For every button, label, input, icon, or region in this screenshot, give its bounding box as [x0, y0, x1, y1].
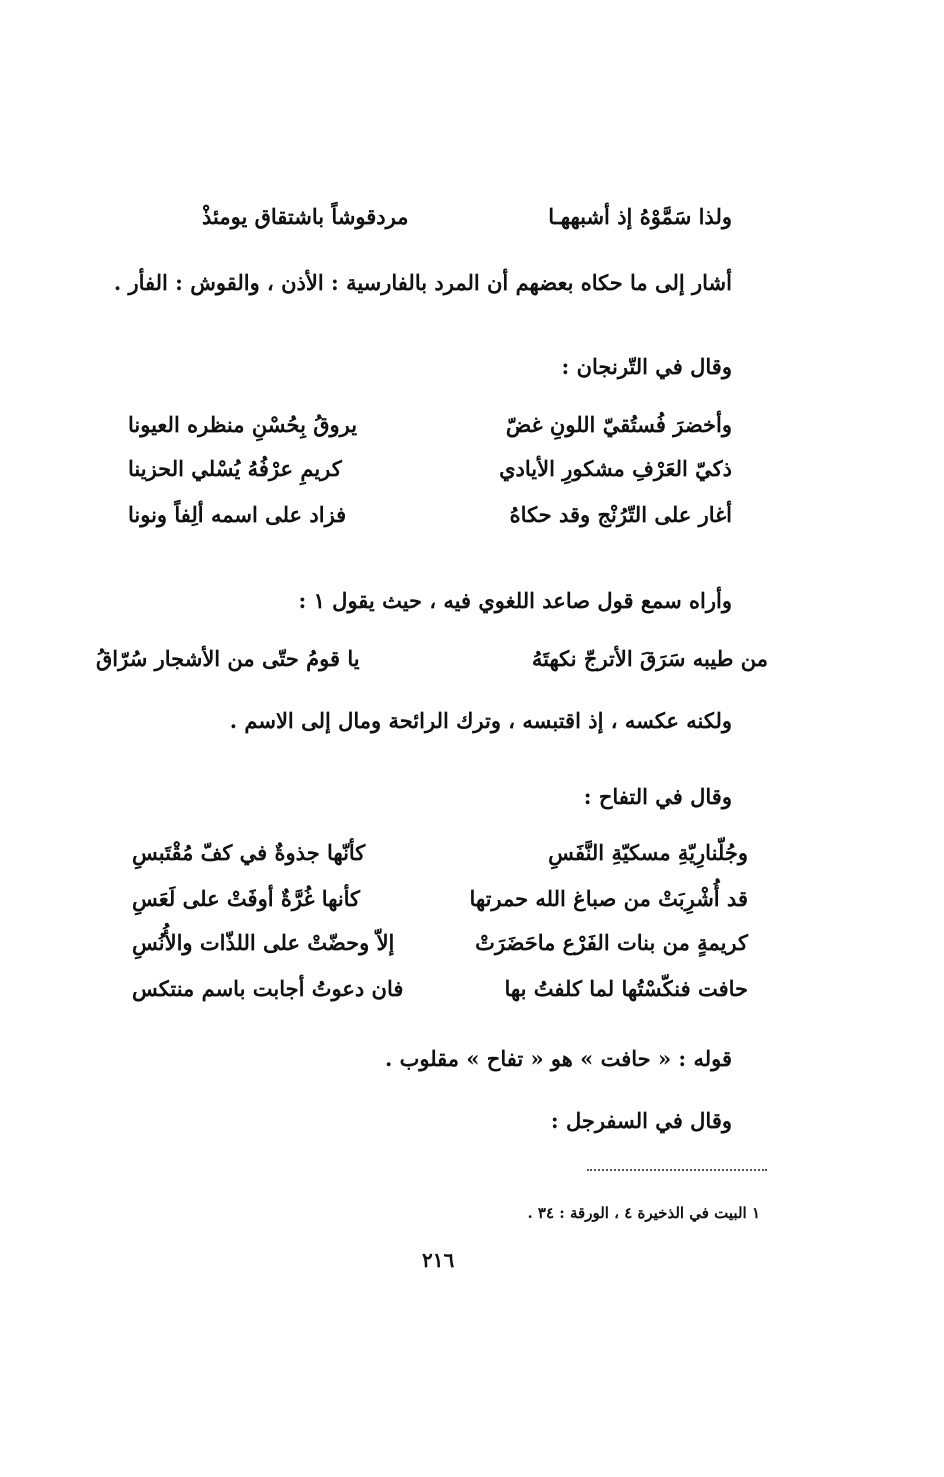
narenj-intro: وقال في التّرنجان :	[561, 354, 732, 379]
footnote: ١ البيت في الذخيرة ٤ ، الورقة : ٣٤ .	[527, 1204, 760, 1222]
apple-verse-2	[132, 886, 748, 911]
verse-left-hemistich: مردقوشاً باشتقاق يومئذْ	[202, 204, 409, 229]
verse-left-hemistich: يا قومُ حتّى من الأشجار سُرّاقُ	[96, 646, 360, 671]
verse-right-hemistich: كريمةٍ من بنات الفَرْع ماحَضَرَتْ	[475, 930, 748, 955]
apple-verse-1	[132, 840, 748, 865]
verse-left-hemistich: كأنها غُرَّةٌ أوفَتْ على لَعَسِ	[132, 886, 361, 911]
verse-right-hemistich: وجُلّنارِيّةِ مسكيّةِ النَّفَسِ	[548, 840, 748, 865]
footnote-separator	[587, 1169, 767, 1171]
verse-right-hemistich: من طيبه سَرَقَ الأترجّ نكهتَهُ	[531, 646, 768, 671]
apple-verse-3	[132, 930, 748, 955]
qawluhu-note: قوله : « حافت » هو « تفاح » مقلوب .	[384, 1046, 732, 1071]
page-number: ٢١٦	[422, 1248, 455, 1272]
verse-right-hemistich: أغار على التّرُنْج وقد حكاهُ	[509, 502, 732, 527]
verse-right-hemistich: حافت فنكّسْتُها لما كلفتُ بها	[504, 976, 748, 1001]
verse-right-hemistich: قد أُشْرِبَتْ من صباغ الله حمرتها	[469, 886, 748, 911]
verse-right-hemistich: ذكيّ العَرْفِ مشكورِ الأيادي	[499, 456, 732, 481]
verse-left-hemistich: فان دعوتُ أجابت باسم منتكس	[132, 976, 404, 1001]
apple-verse-4	[132, 976, 748, 1001]
verse-left-hemistich: يروقُ بِحُسْنِ منظره العيونا	[128, 412, 358, 437]
verse-left-hemistich: كأنّها جذوةٌ في كفّ مُقْتَبسِ	[132, 840, 366, 865]
verse-left-hemistich: كريمِ عرْفُهُ يُسْلي الحزينا	[128, 456, 342, 481]
reverse-note: ولكنه عكسه ، إذ اقتبسه ، وترك الرائحة ومال إلى الاسم .	[229, 708, 732, 733]
apple-intro: وقال في التفاح :	[583, 784, 732, 809]
quince-intro: وقال في السفرجل :	[550, 1108, 732, 1133]
saed-verse	[96, 646, 768, 671]
verse-left-hemistich: فزاد على اسمه ألِفاً ونونا	[128, 502, 347, 527]
narenj-verse-1	[128, 412, 732, 437]
verse-left-hemistich: إلاّ وحضّتْ على اللذّات والأُنُسِ	[132, 930, 395, 955]
verse-right-hemistich: وأخضرَ فُستُقيّ اللونِ غضّ	[505, 412, 732, 437]
opening-verse	[202, 204, 732, 229]
explanation-paragraph: أشار إلى ما حكاه بعضهم أن المرد بالفارسية : الأذن ، والقوش : الفأر .	[113, 270, 732, 295]
verse-right-hemistich: ولذا سَمَّوْهُ إذ أشبههـا	[548, 204, 732, 229]
saed-intro: وأراه سمع قول صاعد اللغوي فيه ، حيث يقول ١ :	[298, 588, 732, 613]
narenj-verse-3	[128, 502, 732, 527]
narenj-verse-2	[128, 456, 732, 481]
